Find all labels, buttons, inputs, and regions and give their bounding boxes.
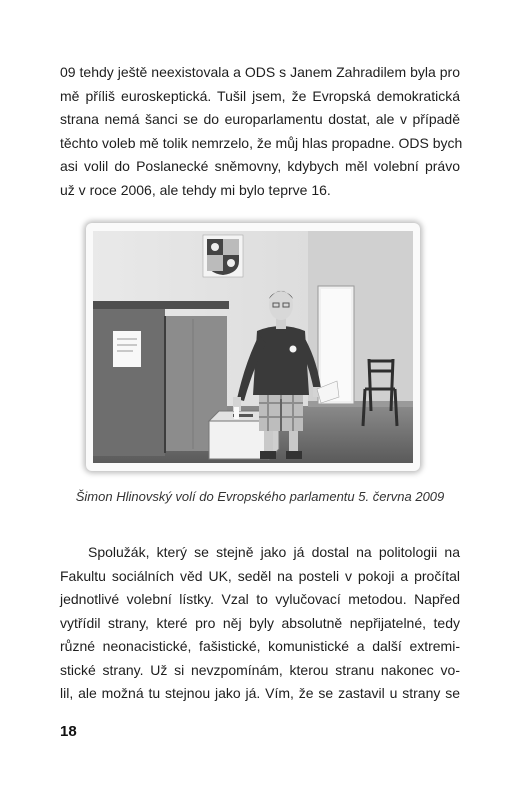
- text-line: stické strany. Už si nevzpomínám, kterou stranu nakonec vo-: [60, 661, 460, 678]
- text-line: Spolužák, který se stejně jako já dostal na politologii na: [88, 544, 460, 560]
- voting-photo: [93, 231, 413, 463]
- text-line: asi volil do Poslanecké sněmovny, kdybych měl volební právo: [60, 158, 460, 174]
- page-number: 18: [60, 723, 77, 740]
- photo-frame: [86, 223, 420, 471]
- text-line: Fakultu sociálních věd UK, seděl na posteli v pokoji a pročítal: [60, 567, 460, 584]
- text-line: vytřídil strany, které pro něj byly absolutně nepřijatelné, tedy: [60, 614, 460, 631]
- text-line: už v roce 2006, ale tehdy mi bylo teprve 16.: [60, 181, 331, 198]
- text-line: 09 tehdy ještě neexistovala a ODS s Janem Zahradilem byla pro: [60, 64, 460, 80]
- text-line: různé neonacistické, fašistické, komunistické a další extremi-: [60, 638, 460, 654]
- text-line: jednotlivé volební lístky. Vzal to vylučovací metodou. Napřed: [60, 591, 460, 607]
- text-line: strana nemá šanci se do europarlamentu dostat, ale v případě: [60, 111, 460, 127]
- text-line: mě příliš euroskeptická. Tušil jsem, že Evropská demokratická: [60, 87, 460, 104]
- text-line: těchto voleb mě tolik nemrzelo, že můj hlas propadne. ODS bych: [60, 134, 463, 151]
- paragraph-bottom: [60, 541, 460, 706]
- paragraph-top: [60, 61, 463, 202]
- photo-caption: Šimon Hlinovský volí do Evropského parlamentu 5. června 2009: [75, 489, 445, 504]
- coat-of-arms-icon: [203, 235, 243, 277]
- text-line: lil, ale možná tu stejnou jako já. Vím, že se zastavil u strany se: [60, 685, 460, 701]
